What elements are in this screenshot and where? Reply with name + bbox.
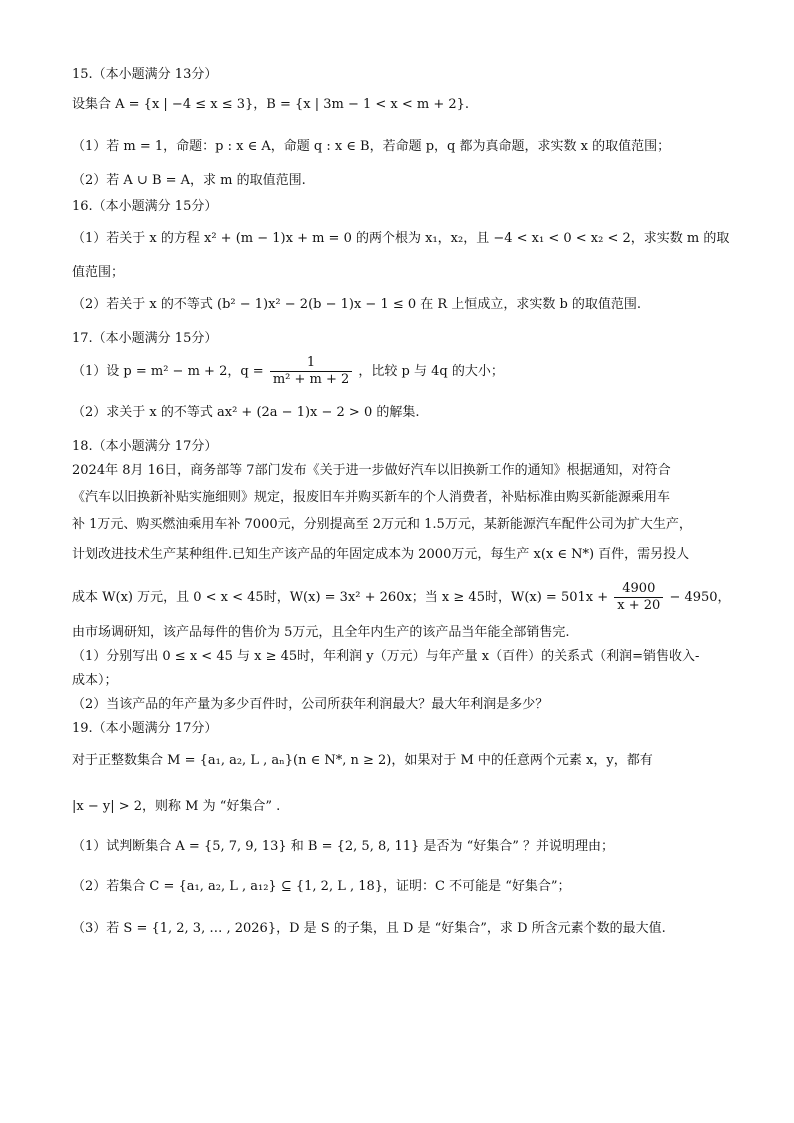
problem-17-header: 17.（本小题满分 15分）: [72, 331, 218, 346]
problem-18-line-5: [72, 578, 754, 618]
problem-16-question-2: （2）若关于 x 的不等式 (b² − 1)x² − 2(b − 1)x − 1 ≤ 0 在 R 上恒成立，求实数 b 的取值范围.: [72, 297, 642, 312]
problem-18-line-6: 由市场调研知，该产品每件的售价为 5万元，且全年内生产的该产品当年能全部销售完.: [72, 625, 570, 640]
problem-15-stem: 设集合 A = {x | −4 ≤ x ≤ 3}，B = {x | 3m − 1 < x < m + 2}.: [72, 97, 470, 112]
problem-18-line-3: 补 1万元、购买燃油乘用车补 7000元，分别提高至 2万元和 1.5万元，某新能源汽车配件公司为扩大生产，: [72, 517, 692, 532]
fraction-q: [270, 355, 352, 388]
problem-19-question-1: （1）试判断集合 A = {5, 7, 9, 13} 和 B = {2, 5, 8, 11} 是否为 “好集合” ？并说明理由；: [72, 839, 614, 854]
problem-18-question-2: （2）当该产品的年产量为多少百件时，公司所获年利润最大？最大年利润是多少？: [72, 697, 549, 712]
problem-16-header: 16.（本小题满分 15分）: [72, 199, 218, 214]
problem-17-question-1-prefix: （1）设 p = m² − m + 2，q =: [72, 364, 264, 379]
problem-15-header: 15.（本小题满分 13分）: [72, 67, 218, 82]
problem-18-header: 18.（本小题满分 17分）: [72, 439, 218, 454]
problem-19-stem-line-2: |x − y| > 2，则称 M 为 “好集合” .: [72, 799, 281, 814]
problem-19-question-2: （2）若集合 C = {a₁, a₂, L , a₁₂} ⊆ {1, 2, L , 18}，证明：C 不可能是 “好集合”；: [72, 879, 571, 894]
problem-18-line-1: 2024年 8月 16日，商务部等 7部门发布《关于进一步做好汽车以旧换新工作的通知》根据通知，对符合: [72, 463, 671, 478]
problem-16-question-1-line-2: 值范围；: [72, 265, 125, 280]
problem-15-question-2: （2）若 A ∪ B = A，求 m 的取值范围.: [72, 173, 306, 188]
problem-15-question-1: （1）若 m = 1，命题：p : x ∈ A，命题 q : x ∈ B，若命题 p，q 都为真命题，求实数 x 的取值范围；: [72, 139, 671, 154]
problem-19-question-3: （3）若 S = {1, 2, 3, … , 2026}，D 是 S 的子集，且 D 是 “好集合”，求 D 所含元素个数的最大值.: [72, 921, 666, 936]
problem-18-question-1-line-1: （1）分别写出 0 ≤ x < 45 与 x ≥ 45时，年利润 y（万元）与年产量 x（百件）的关系式（利润=销售收入-: [72, 649, 700, 664]
problem-18-line-4: 计划改进技术生产某种组件.已知生产该产品的年固定成本为 2000万元，每生产 x(x ∈ N*) 百件，需另投人: [72, 547, 690, 562]
problem-16-question-1-line-1: （1）若关于 x 的方程 x² + (m − 1)x + m = 0 的两个根为 x₁，x₂，且 −4 < x₁ < 0 < x₂ < 2，求实数 m 的取: [72, 231, 730, 246]
fraction-q-numerator: 1: [306, 355, 316, 370]
problem-18-line-2: 《汽车以旧换新补贴实施细则》规定，报废旧车并购买新车的个人消费者，补贴标准由购买新能源乘用车: [72, 490, 671, 505]
problem-18-line-5-prefix: 成本 W(x) 万元，且 0 < x < 45时，W(x) = 3x² + 260x；当 x ≥ 45时，W(x) = 501x +: [72, 590, 609, 605]
problem-18-question-1-line-2: 成本）；: [72, 673, 118, 688]
problem-17-question-1-suffix: ，比较 p 与 4q 的大小；: [358, 364, 504, 379]
problem-18-line-5-suffix: − 4950，: [669, 590, 731, 605]
problem-19-stem-line-1: 对于正整数集合 M = {a₁, a₂, L , aₙ}(n ∈ N*, n ≥ 2)，如果对于 M 中的任意两个元素 x，y，都有: [72, 753, 653, 768]
problem-19-header: 19.（本小题满分 17分）: [72, 721, 218, 736]
fraction-4900: [614, 581, 663, 614]
fraction-4900-denominator: x + 20: [614, 597, 663, 614]
fraction-4900-numerator: 4900: [622, 581, 656, 596]
problem-17-question-2: （2）求关于 x 的不等式 ax² + (2a − 1)x − 2 > 0 的解集.: [72, 405, 420, 420]
fraction-q-denominator: m² + m + 2: [270, 371, 352, 388]
problem-17-question-1: [72, 352, 754, 392]
